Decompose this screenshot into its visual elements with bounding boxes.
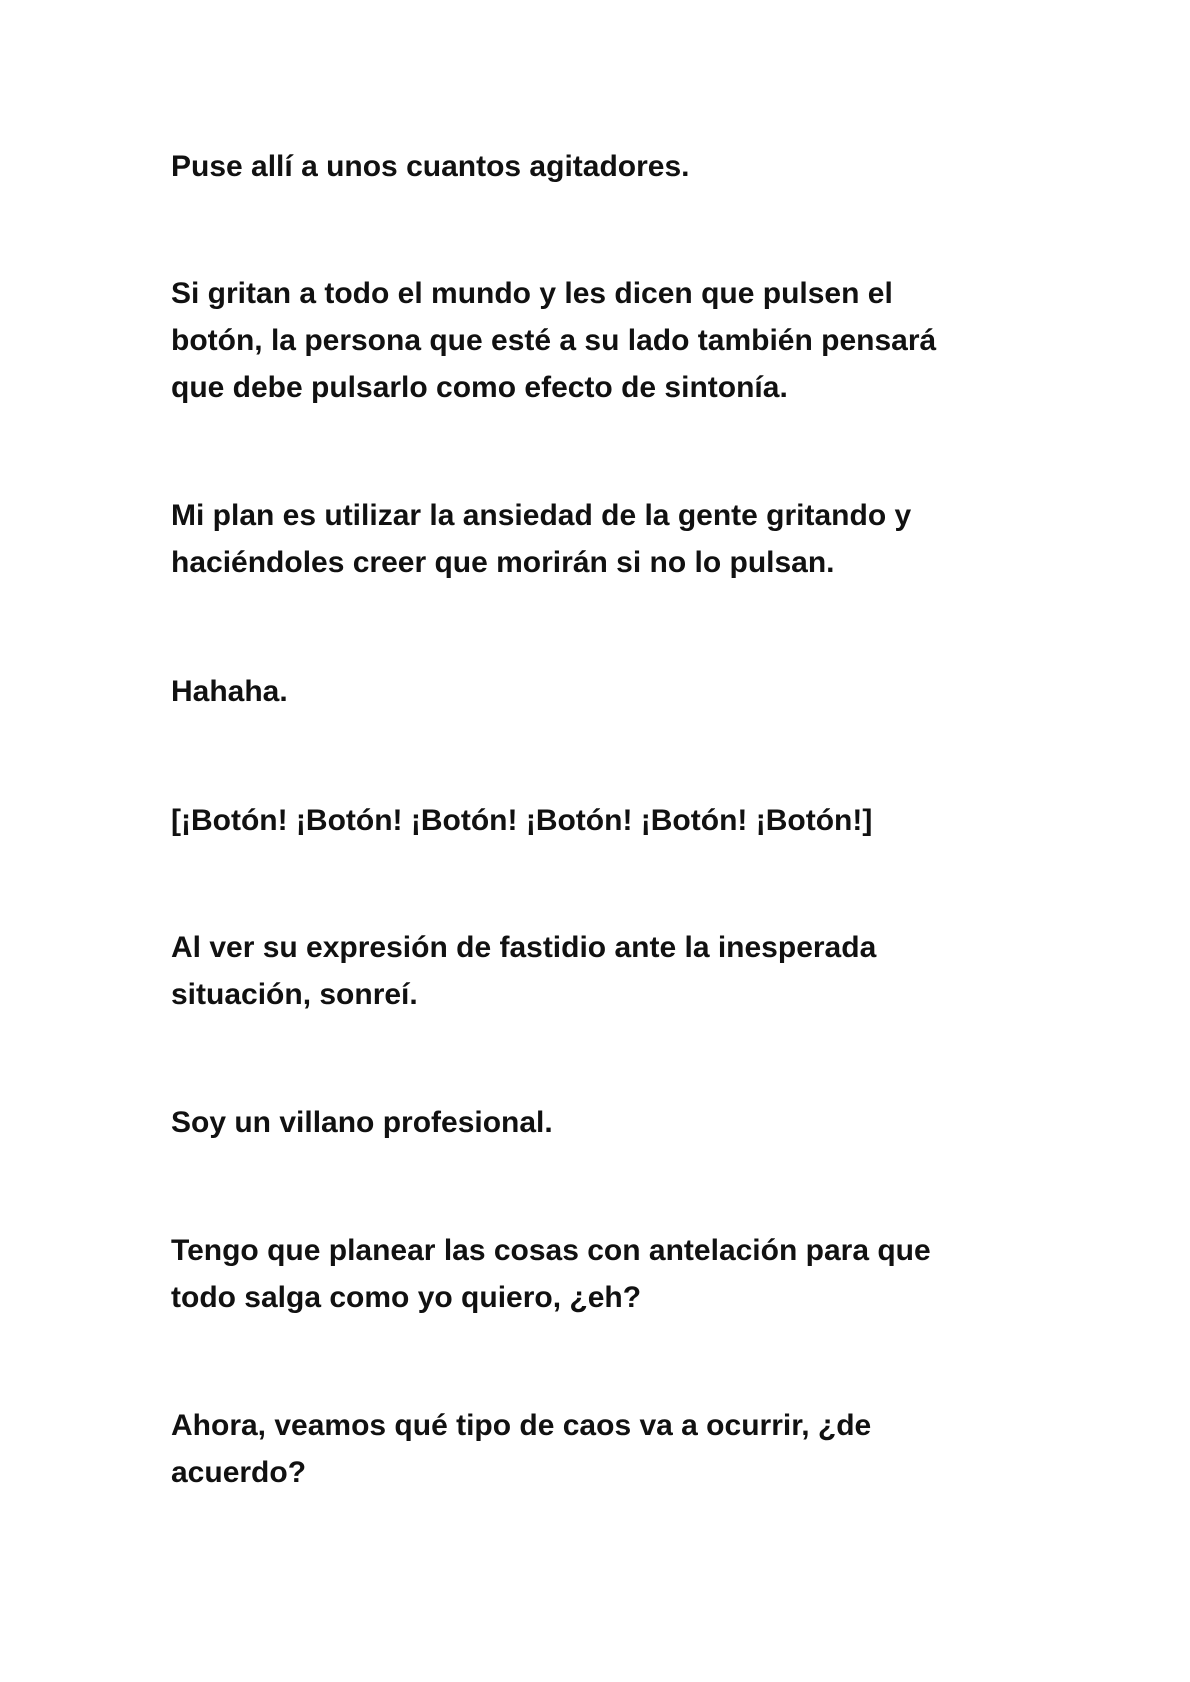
paragraph-plan-anxiety: Mi plan es utilizar la ansiedad de la gente gritando y haciéndoles creer que morirán si no lo pulsan. (171, 499, 912, 579)
paragraph-agitators: Puse allí a unos cuantos agitadores. (171, 150, 690, 183)
paragraph-smile: Al ver su expresión de fastidio ante la inesperada situación, sonreí. (171, 931, 877, 1011)
paragraph-shout-button: Si gritan a todo el mundo y les dicen que pulsen el botón, la persona que esté a su lado también pensará que debe pulsarlo como efecto de sintonía. (171, 277, 937, 404)
paragraph-chant: [¡Botón! ¡Botón! ¡Botón! ¡Botón! ¡Botón! ¡Botón!] (171, 804, 873, 837)
paragraph-villain: Soy un villano profesional. (171, 1106, 553, 1139)
paragraph-laugh: Hahaha. (171, 675, 288, 708)
paragraph-plan-ahead: Tengo que planear las cosas con antelación para que todo salga como yo quiero, ¿eh? (171, 1234, 931, 1314)
paragraph-chaos: Ahora, veamos qué tipo de caos va a ocurrir, ¿de acuerdo? (171, 1409, 872, 1489)
